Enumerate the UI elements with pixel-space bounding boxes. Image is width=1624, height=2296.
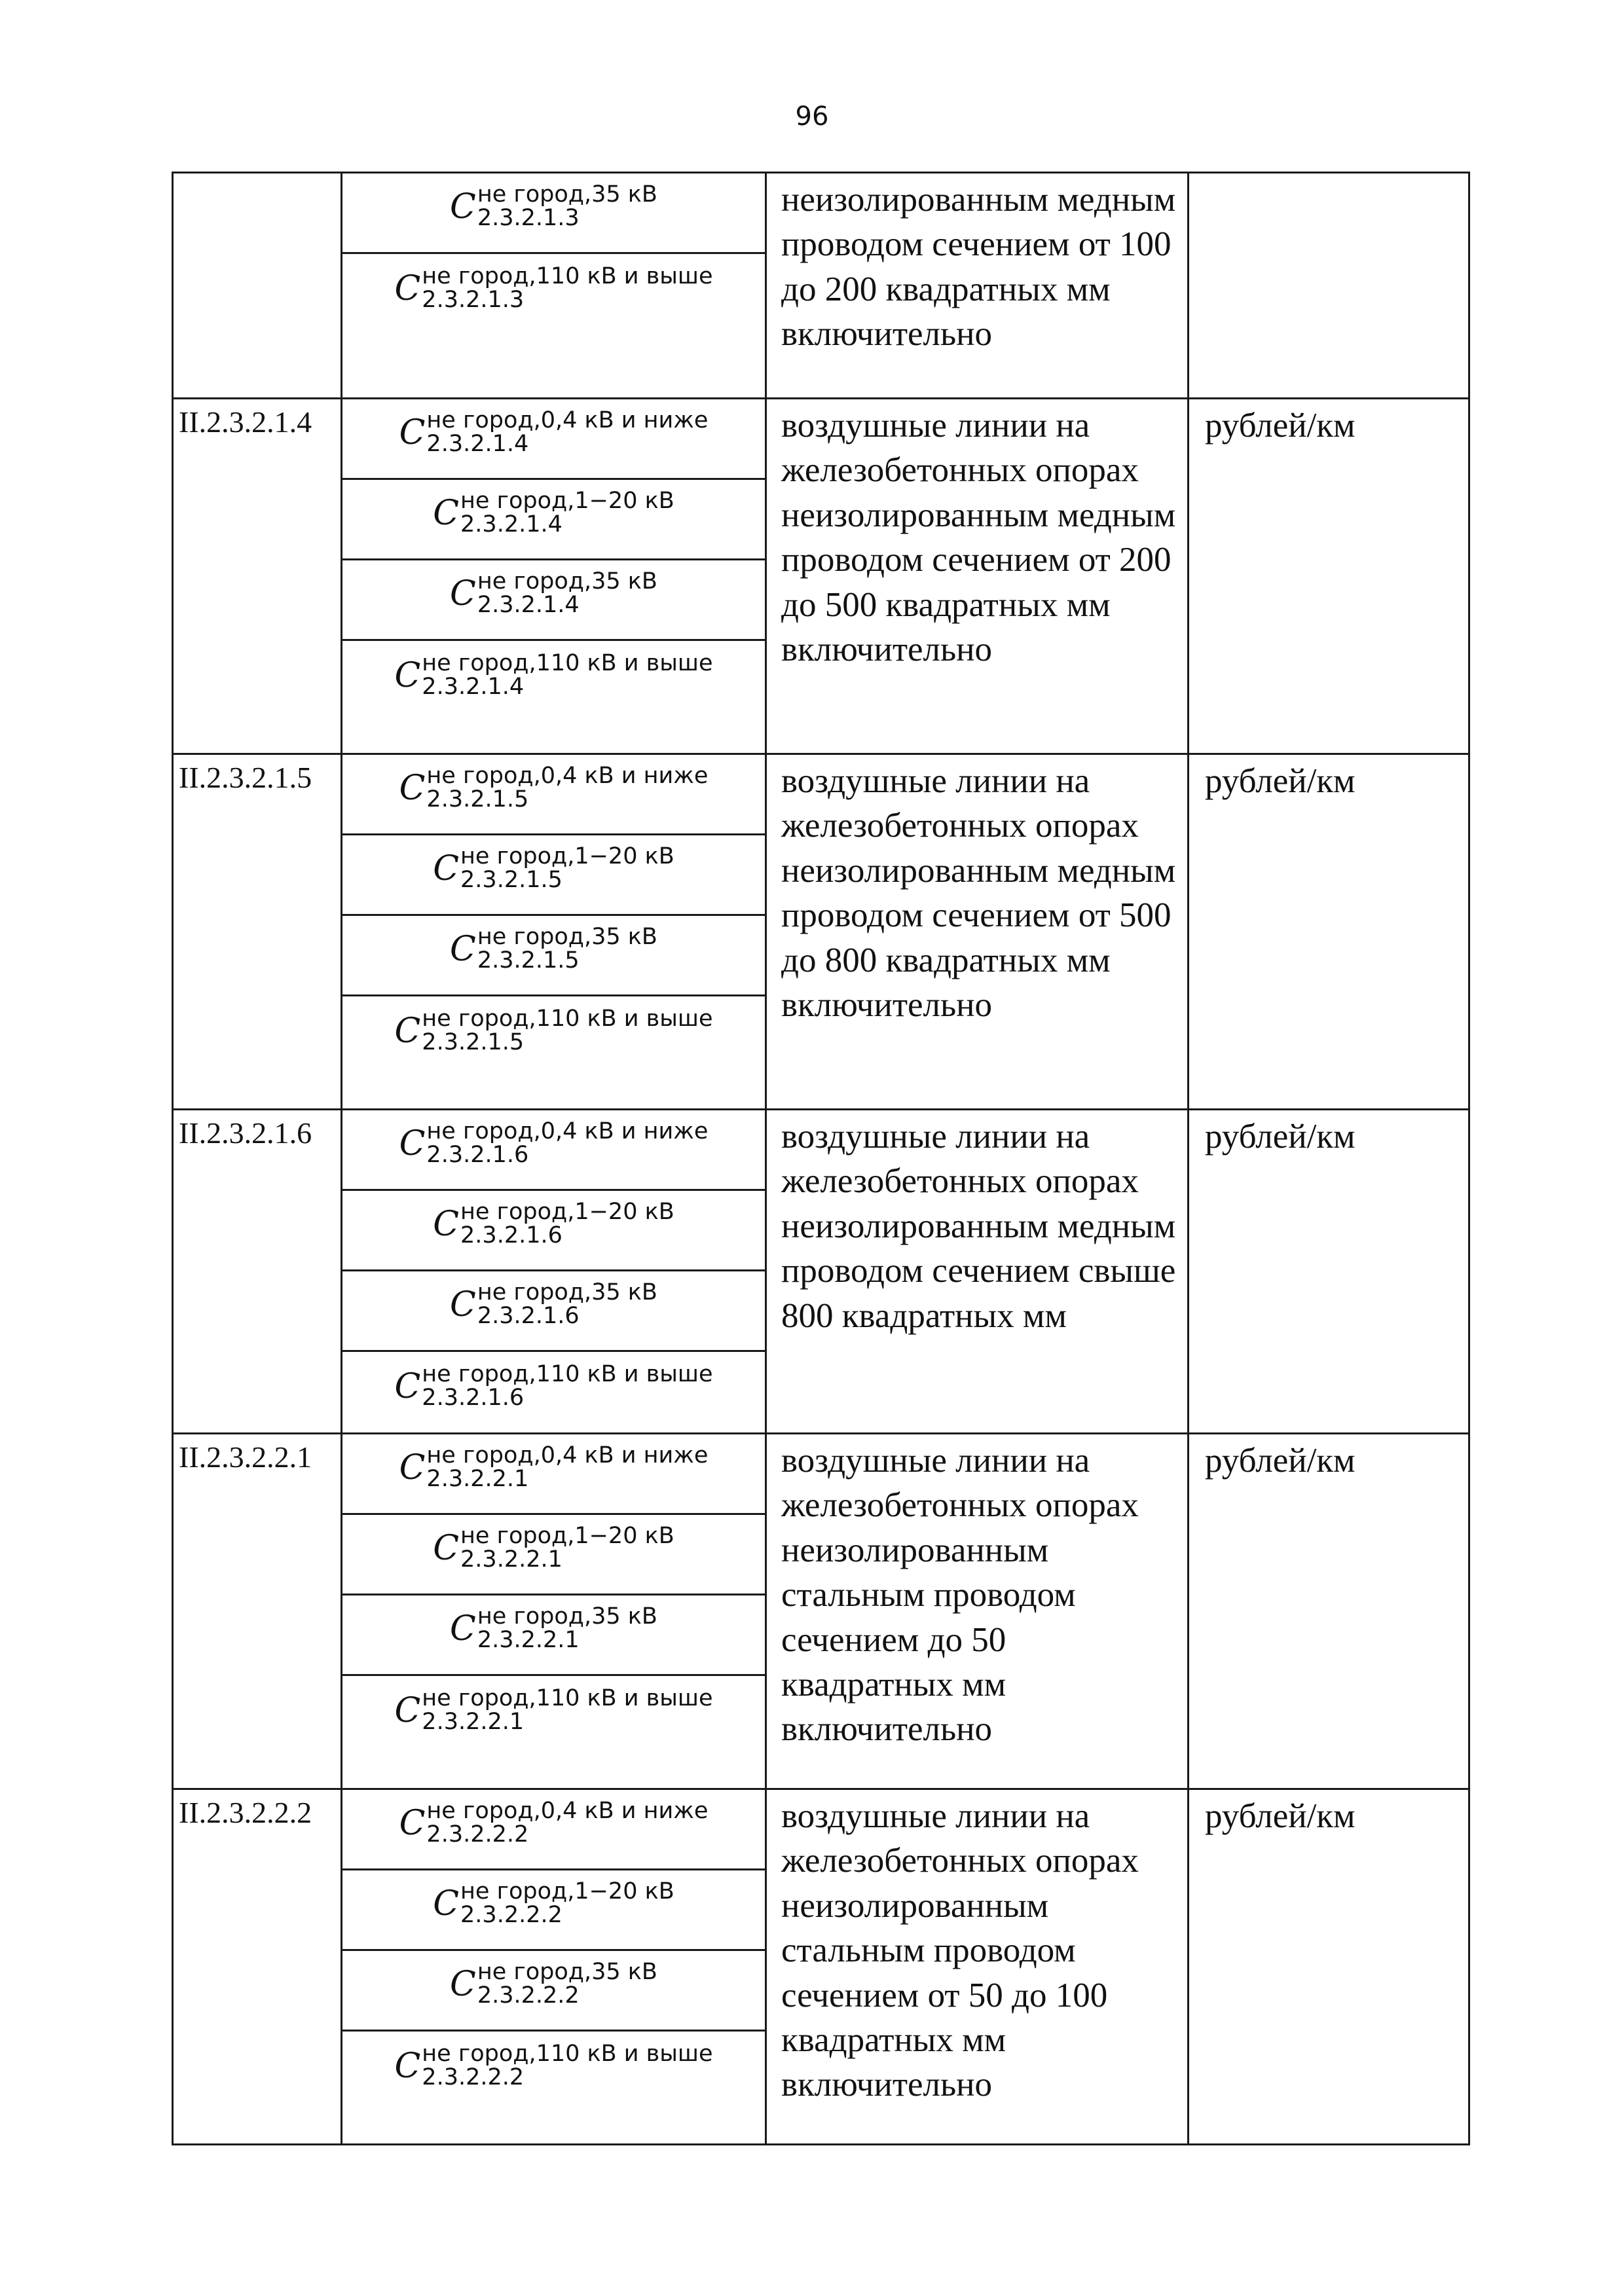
symbol-subcell [342, 1352, 765, 1432]
formula-subscript: 2.3.2.1.6 [477, 1303, 580, 1329]
formula-letter: C [394, 268, 421, 308]
symbol-subcell [342, 916, 765, 996]
row-code-cell [173, 1789, 342, 2145]
formula-letter: C [450, 1609, 476, 1649]
row-symbols-cell [342, 1110, 766, 1434]
symbol-subcell [342, 1191, 765, 1271]
row-symbols-cell [342, 754, 766, 1110]
rate-formula [450, 181, 657, 232]
row-code: II.2.3.2.2.1 [179, 1440, 312, 1474]
symbol-list [342, 1790, 765, 2112]
formula-scripts [422, 1005, 712, 1056]
row-unit: рублей/км [1205, 762, 1356, 800]
formula-superscript: не город,110 кВ и выше [422, 1005, 713, 1032]
rate-formula [399, 407, 709, 458]
rate-formula [399, 1118, 709, 1169]
row-description: неизолированным медным проводом сечением от 100 до 200 квадратных мм включительно [781, 181, 1176, 354]
rate-formula [399, 1797, 709, 1848]
formula-letter: C [433, 1205, 460, 1244]
symbol-list [342, 755, 765, 1077]
row-code [174, 173, 341, 179]
row-description: воздушные линии на железобетонных опорах неизолированным медным проводом сечением от 200 до 500 квадратных мм включительно [781, 407, 1176, 669]
rate-formula [450, 1958, 657, 2009]
formula-superscript: не город,35 кВ [477, 924, 657, 950]
row-unit-cell [1189, 399, 1469, 754]
symbol-subcell [342, 835, 765, 916]
formula-scripts [422, 263, 712, 314]
formula-subscript: 2.3.2.2.2 [426, 1821, 529, 1848]
symbol-subcell [342, 755, 765, 835]
formula-superscript: не город,35 кВ [477, 1959, 657, 1985]
rate-formula [399, 1442, 709, 1493]
row-code-cell [173, 1434, 342, 1789]
row-description-cell [766, 1434, 1189, 1789]
row-description-cell [766, 399, 1189, 754]
formula-subscript: 2.3.2.1.5 [477, 947, 580, 974]
row-unit-cell [1189, 1434, 1469, 1789]
row-unit: рублей/км [1205, 1797, 1356, 1835]
symbol-subcell [342, 996, 765, 1077]
formula-letter: C [450, 930, 476, 969]
formula-subscript: 2.3.2.1.4 [460, 511, 563, 538]
formula-letter: C [433, 849, 460, 888]
symbol-subcell [342, 399, 765, 480]
row-unit-cell [1189, 1789, 1469, 2145]
formula-scripts [460, 1878, 674, 1929]
rate-formula [395, 1005, 713, 1056]
formula-scripts [422, 649, 712, 701]
formula-superscript: не город,0,4 кВ и ниже [426, 763, 709, 789]
formula-superscript: не город,1−20 кВ [460, 1199, 674, 1225]
rate-formula [450, 568, 657, 619]
row-description-cell [766, 173, 1189, 399]
row-code: II.2.3.2.1.4 [179, 405, 312, 439]
symbol-subcell [342, 254, 765, 335]
formula-superscript: не город,110 кВ и выше [422, 2040, 713, 2067]
formula-scripts [422, 2040, 712, 2091]
row-unit-cell [1189, 173, 1469, 399]
table-row [173, 754, 1469, 1110]
row-code-cell [173, 173, 342, 399]
formula-scripts [477, 1279, 657, 1330]
formula-subscript: 2.3.2.1.4 [422, 673, 525, 700]
rate-formula [395, 263, 713, 314]
row-code-cell [173, 754, 342, 1110]
table-row [173, 1434, 1469, 1789]
formula-letter: C [394, 655, 421, 695]
symbol-subcell [342, 641, 765, 721]
row-description: воздушные линии на железобетонных опорах неизолированным медным проводом сечением свыше 800 квадратных мм [781, 1118, 1176, 1335]
formula-subscript: 2.3.2.1.5 [422, 1029, 525, 1055]
symbol-subcell [342, 1951, 765, 2032]
formula-scripts [477, 923, 657, 974]
row-unit: рублей/км [1205, 1118, 1356, 1156]
formula-letter: C [394, 1011, 421, 1051]
row-code: II.2.3.2.2.2 [179, 1796, 312, 1829]
formula-scripts [422, 1685, 712, 1736]
rate-formula [433, 487, 674, 538]
formula-subscript: 2.3.2.2.1 [426, 1466, 529, 1492]
formula-superscript: не город,35 кВ [477, 1279, 657, 1305]
symbol-subcell [342, 1676, 765, 1757]
formula-superscript: не город,110 кВ и выше [422, 1360, 713, 1387]
rate-formula [395, 649, 713, 701]
formula-superscript: не город,0,4 кВ и ниже [426, 1442, 709, 1468]
rate-formula [399, 762, 709, 813]
formula-letter: C [433, 1529, 460, 1568]
symbol-list [342, 399, 765, 721]
formula-scripts [426, 1797, 708, 1848]
row-unit-cell [1189, 754, 1469, 1110]
row-description: воздушные линии на железобетонных опорах неизолированным стальным проводом сечением от 50 до 100 квадратных мм включительно [781, 1797, 1139, 2104]
row-description-cell [766, 1789, 1189, 2145]
formula-letter: C [433, 494, 460, 533]
rate-formula [395, 1685, 713, 1736]
formula-subscript: 2.3.2.1.4 [426, 431, 529, 457]
rate-formula [395, 1360, 713, 1412]
formula-scripts [460, 1522, 674, 1573]
row-code-cell [173, 399, 342, 754]
formula-superscript: не город,35 кВ [477, 1603, 657, 1630]
formula-scripts [477, 568, 657, 619]
table-row [173, 1110, 1469, 1434]
formula-subscript: 2.3.2.1.6 [426, 1142, 529, 1168]
symbol-subcell [342, 480, 765, 560]
row-code: II.2.3.2.1.6 [179, 1116, 312, 1150]
formula-superscript: не город,0,4 кВ и ниже [426, 1118, 709, 1144]
formula-superscript: не город,35 кВ [477, 181, 657, 208]
formula-subscript: 2.3.2.2.2 [460, 1902, 563, 1928]
row-unit-cell [1189, 1110, 1469, 1434]
formula-scripts [426, 762, 708, 813]
formula-superscript: не город,1−20 кВ [460, 843, 674, 869]
formula-subscript: 2.3.2.1.4 [477, 592, 580, 618]
formula-superscript: не город,1−20 кВ [460, 488, 674, 514]
rate-formula [433, 1878, 674, 1929]
row-description: воздушные линии на железобетонных опорах неизолированным медным проводом сечением от 500 до 800 квадратных мм включительно [781, 762, 1176, 1025]
symbol-list [342, 1434, 765, 1757]
formula-letter: C [450, 1965, 476, 2004]
formula-letter: C [399, 1124, 426, 1163]
formula-letter: C [394, 1366, 421, 1406]
formula-scripts [426, 1118, 708, 1169]
formula-scripts [460, 843, 674, 894]
row-symbols-cell [342, 399, 766, 754]
symbol-subcell [342, 1515, 765, 1595]
table-row [173, 399, 1469, 754]
formula-letter: C [399, 1448, 426, 1487]
formula-superscript: не город,110 кВ и выше [422, 263, 713, 289]
row-unit [1189, 173, 1468, 177]
formula-superscript: не город,110 кВ и выше [422, 1685, 713, 1711]
formula-scripts [426, 1442, 708, 1493]
formula-letter: C [399, 769, 426, 808]
table-row [173, 1789, 1469, 2145]
formula-subscript: 2.3.2.2.1 [422, 1708, 525, 1735]
formula-letter: C [399, 413, 426, 452]
symbol-list [342, 1110, 765, 1432]
formula-letter: C [450, 1285, 476, 1324]
row-unit: рублей/км [1205, 1442, 1356, 1480]
rate-formula [450, 923, 657, 974]
formula-subscript: 2.3.2.2.1 [460, 1546, 563, 1573]
formula-letter: C [399, 1804, 426, 1843]
rate-formula [433, 843, 674, 894]
row-unit: рублей/км [1205, 407, 1356, 445]
symbol-subcell [342, 1110, 765, 1191]
rate-formula [450, 1279, 657, 1330]
formula-superscript: не город,35 кВ [477, 568, 657, 594]
symbol-subcell [342, 1271, 765, 1352]
formula-scripts [422, 1360, 712, 1412]
page-number: 96 [795, 101, 829, 132]
formula-subscript: 2.3.2.2.2 [422, 2064, 525, 2090]
row-code: II.2.3.2.1.5 [179, 761, 312, 794]
row-symbols-cell [342, 173, 766, 399]
formula-letter: C [394, 2046, 421, 2086]
rate-formula [395, 2040, 713, 2091]
symbol-subcell [342, 173, 765, 254]
table-row [173, 173, 1469, 399]
formula-subscript: 2.3.2.1.6 [460, 1222, 563, 1248]
row-symbols-cell [342, 1434, 766, 1789]
formula-subscript: 2.3.2.1.5 [460, 867, 563, 893]
formula-subscript: 2.3.2.2.1 [477, 1627, 580, 1653]
tariff-table-body [173, 173, 1469, 2145]
symbol-subcell [342, 2032, 765, 2112]
symbol-subcell [342, 1870, 765, 1951]
formula-subscript: 2.3.2.2.2 [477, 1982, 580, 2009]
formula-letter: C [394, 1690, 421, 1730]
formula-superscript: не город,0,4 кВ и ниже [426, 1798, 709, 1824]
rate-formula [450, 1603, 657, 1654]
rate-formula [433, 1522, 674, 1573]
row-description: воздушные линии на железобетонных опорах неизолированным стальным проводом сечением до 50 квадратных мм включительно [781, 1442, 1139, 1749]
formula-letter: C [433, 1884, 460, 1923]
formula-subscript: 2.3.2.1.5 [426, 786, 529, 812]
row-code-cell [173, 1110, 342, 1434]
formula-letter: C [450, 574, 476, 613]
formula-superscript: не город,1−20 кВ [460, 1523, 674, 1549]
formula-scripts [477, 1603, 657, 1654]
tariff-table [172, 172, 1470, 2145]
symbol-subcell [342, 1790, 765, 1870]
symbol-subcell [342, 1434, 765, 1515]
formula-scripts [460, 487, 674, 538]
symbol-subcell [342, 560, 765, 641]
row-description-cell [766, 754, 1189, 1110]
symbol-subcell [342, 1595, 765, 1676]
row-symbols-cell [342, 1789, 766, 2145]
formula-letter: C [450, 187, 476, 227]
row-description-cell [766, 1110, 1189, 1434]
formula-superscript: не город,110 кВ и выше [422, 649, 713, 676]
formula-subscript: 2.3.2.1.3 [422, 286, 525, 313]
formula-scripts [477, 181, 657, 232]
formula-superscript: не город,1−20 кВ [460, 1878, 674, 1904]
formula-subscript: 2.3.2.1.3 [477, 205, 580, 231]
formula-subscript: 2.3.2.1.6 [422, 1384, 525, 1411]
formula-superscript: не город,0,4 кВ и ниже [426, 407, 709, 433]
rate-formula [433, 1198, 674, 1249]
symbol-list [342, 173, 765, 335]
formula-scripts [426, 407, 708, 458]
formula-scripts [477, 1958, 657, 2009]
formula-scripts [460, 1198, 674, 1249]
